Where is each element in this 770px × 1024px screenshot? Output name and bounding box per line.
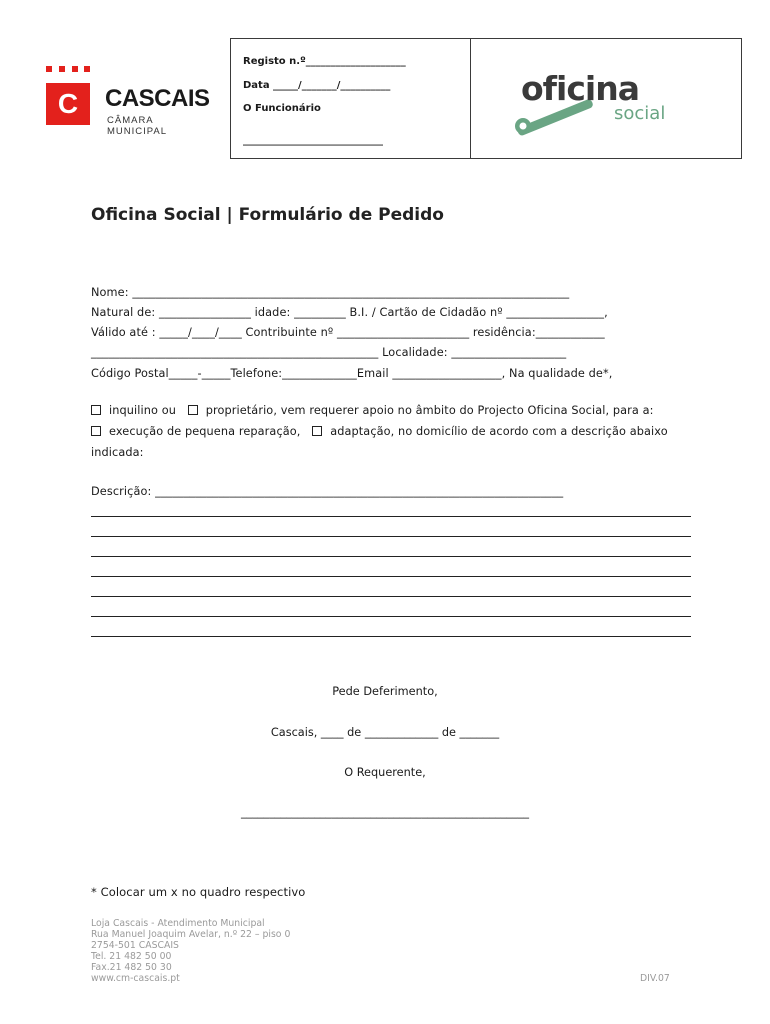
checkbox-inquilino[interactable] (91, 405, 101, 415)
descricao-line (91, 636, 691, 637)
registo-number: Registo n.º____________________ (243, 56, 406, 67)
footer-line: Tel. 21 482 50 00 (91, 951, 172, 962)
field-valido: Válido até : _____/____/____ Contribuinte nº _______________________ residência:____________ (91, 326, 605, 339)
descricao-line (91, 576, 691, 577)
cascais-square: C (46, 83, 90, 125)
registo-date: Data _____/_______/__________ (243, 80, 391, 91)
footer-line: Fax.21 482 50 30 (91, 962, 172, 973)
footer-line: Loja Cascais - Atendimento Municipal (91, 918, 265, 929)
page-title: Oficina Social | Formulário de Pedido (91, 205, 444, 225)
checkbox-adaptacao[interactable] (312, 426, 322, 436)
date-line: Cascais, ____ de _____________ de _______ (270, 726, 500, 739)
footer-line: Rua Manuel Joaquim Avelar, n.º 22 – piso 0 (91, 929, 291, 940)
oficina-logo-box (470, 38, 742, 159)
options-row-3: indicada: (91, 446, 144, 459)
field-localidade: __________________________________________________ Localidade: ____________________ (91, 346, 567, 359)
funcionario-label: O Funcionário (243, 103, 321, 114)
field-descricao: Descrição: _______________________________________________________________________ (91, 485, 564, 498)
descricao-line (91, 596, 691, 597)
descricao-line (91, 516, 691, 517)
label-inquilino: inquilino ou (109, 404, 176, 417)
field-codigo-postal: Código Postal_____-_____Telefone:_____________Email ___________________, Na qualidade de*, (91, 367, 613, 380)
oficina-logo-bottom: social (614, 103, 666, 124)
oficina-logo-top: oficina (521, 69, 639, 108)
label-proprietario: proprietário, vem requerer apoio no âmbito do Projecto Oficina Social, para a: (205, 404, 654, 417)
cascais-subtitle: CÂMARA MUNICIPAL (107, 115, 168, 137)
footer-line: www.cm-cascais.pt (91, 973, 180, 984)
checkbox-note: * Colocar um x no quadro respectivo (91, 885, 306, 899)
requerente-signature: ___________________________________________________ (240, 806, 530, 819)
footer-address (91, 918, 290, 984)
options-row-1 (91, 404, 654, 417)
funcionario-signature: ____________________________ (243, 135, 383, 146)
field-natural: Natural de: ________________ idade: _________ B.I. / Cartão de Cidadão nº _________________, (91, 306, 608, 319)
options-row-2 (91, 425, 668, 438)
checkbox-proprietario[interactable] (188, 405, 198, 415)
descricao-line (91, 616, 691, 617)
cascais-logo (46, 66, 216, 137)
descricao-line (91, 556, 691, 557)
label-reparacao: execução de pequena reparação, (109, 425, 301, 438)
field-nome: Nome: ____________________________________________________________________________ (91, 286, 570, 299)
label-adaptacao: adaptação, no domicílio de acordo com a descrição abaixo (330, 425, 668, 438)
pede-deferimento: Pede Deferimento, (332, 685, 438, 698)
requerente-label: O Requerente, (344, 766, 426, 779)
descricao-line (91, 536, 691, 537)
footer-line: 2754-501 CASCAIS (91, 940, 179, 951)
cascais-brand-text: CASCAIS (105, 85, 210, 112)
document-code: DIV.07 (640, 973, 670, 984)
registo-box (230, 38, 470, 159)
checkbox-reparacao[interactable] (91, 426, 101, 436)
